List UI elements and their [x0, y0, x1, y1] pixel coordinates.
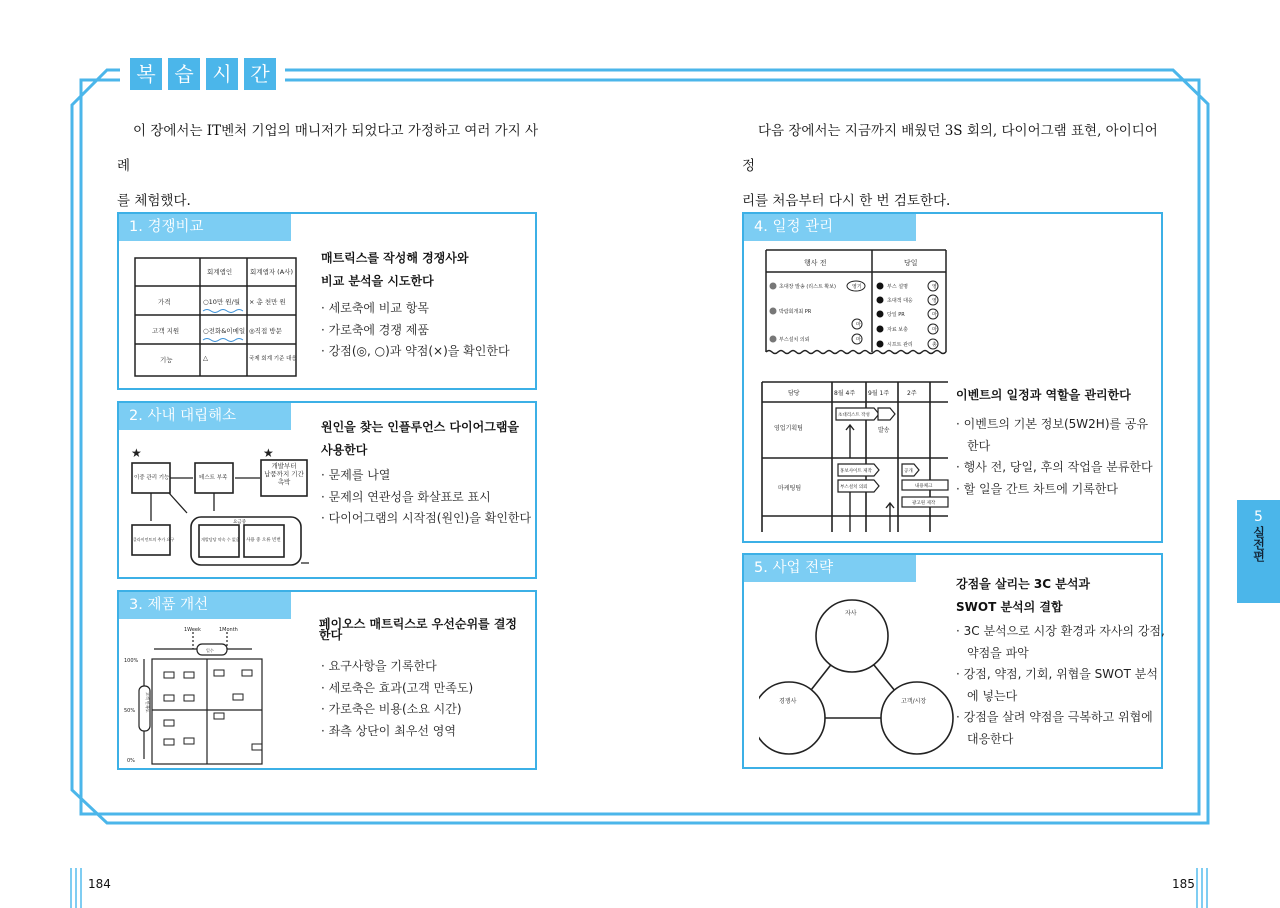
gantt-row: 마케팅팀 — [778, 485, 802, 492]
bullet: · 가로축은 비용(소요 시간) — [321, 702, 462, 716]
circle-label: 자사 — [845, 610, 857, 617]
intro-line: 리를 처음부터 다시 한 번 검토한다. — [742, 193, 951, 209]
axis-label: 고객 만족도 — [145, 692, 150, 713]
matrix-row: 가격 — [158, 298, 171, 306]
section-title: 5. 사업 전략 — [744, 555, 916, 582]
gantt-task: 초대리스트 작성 — [838, 413, 870, 418]
bullet: · 다이어그램의 시작점(원인)을 확인한다 — [321, 511, 532, 525]
section-business-strategy — [742, 553, 1163, 769]
axis-tick: 100% — [124, 658, 139, 664]
bullet: · 문제의 연관성을 화살표로 표시 — [321, 489, 491, 504]
section-title: 2. 사내 대립해소 — [119, 403, 291, 430]
intro-line: 다음 장에서는 지금까지 배웠던 3S 회의, 다이어그램 표현, 아이디어 정 — [742, 123, 1158, 174]
section-heading: 이벤트의 일정과 역할을 관리한다 — [956, 388, 1131, 402]
task-label: 부스 설명 — [887, 284, 908, 290]
note-label: 사용 중 오류 빈번 — [246, 538, 281, 543]
task-label: 시프트 관리 — [887, 342, 913, 348]
section-title: 4. 일정 관리 — [744, 214, 916, 241]
gantt-row: 영업기획팀 — [774, 425, 803, 432]
page-number-bars-icon — [70, 868, 82, 908]
role-tag: 영 — [932, 284, 937, 290]
page-number-left: 184 — [88, 877, 111, 891]
matrix-row: 고객 지원 — [152, 327, 180, 335]
gantt-chart-sketch — [760, 380, 950, 532]
matrix-cell: ○10만 원/월 — [203, 298, 241, 306]
heading-line: 한다 — [319, 628, 343, 642]
gantt-header: 2주 — [907, 390, 917, 397]
svg-text:★: ★ — [131, 446, 142, 460]
axis-tick: 1Week — [184, 627, 201, 633]
role-tag: 마 — [932, 312, 937, 318]
role-tag: 마 — [856, 322, 861, 328]
bullet: · 가로축에 경쟁 제품 — [321, 322, 429, 337]
section-heading — [319, 619, 517, 641]
heading-line: 매트릭스를 작성해 경쟁사와 — [321, 251, 469, 265]
axis-tick: 50% — [124, 708, 136, 714]
section-internal-conflict — [117, 401, 537, 579]
section-title: 1. 경쟁비교 — [119, 214, 291, 241]
chapter-label: 실전편 — [1251, 526, 1266, 562]
note-label: 이중 관리 기능 — [134, 475, 170, 481]
matrix-cell: △ — [203, 354, 208, 362]
chapter-side-tab[interactable] — [1237, 500, 1280, 603]
chapter-number: 5 — [1254, 509, 1263, 525]
intro-right — [742, 114, 1167, 219]
role-tag: 총 — [932, 342, 937, 348]
title-tile: 복 — [130, 58, 162, 90]
bullet: · 강점을 살려 약점을 극복하고 위협에 — [956, 710, 1153, 724]
bullet: · 문제를 나열 — [321, 468, 391, 482]
role-tag: 마 — [856, 337, 861, 343]
gantt-header: 담당 — [788, 390, 800, 397]
gantt-task: 내용체크 — [915, 484, 933, 489]
heading-line: 페이오스 매트릭스로 우선순위를 결정 — [319, 617, 518, 631]
title-tile: 습 — [168, 58, 200, 90]
gantt-task: 홍보사이트 제작 — [840, 469, 872, 474]
bullet: · 강점, 약점, 기회, 위협을 SWOT 분석 — [956, 667, 1158, 681]
col-header: 행사 전 — [804, 259, 827, 267]
intro-line: 이 장에서는 IT벤처 기업의 매니저가 되었다고 가정하고 여러 가지 사례 — [117, 123, 539, 174]
bullet: 에 넣는다 — [967, 688, 1018, 703]
gantt-task: 부스설치 의뢰 — [840, 485, 868, 490]
bullet: · 요구사항을 기록한다 — [321, 659, 437, 673]
bullet-list — [321, 298, 510, 363]
task-label: 초대객 대응 — [887, 298, 913, 304]
bullet: 한다 — [967, 438, 991, 453]
bullet: · 세로축은 효과(고객 만족도) — [321, 680, 474, 695]
section-heading — [321, 416, 519, 462]
section-competitive-comparison — [117, 212, 537, 390]
col-header: 당일 — [904, 259, 918, 267]
bullet: 약점을 파악 — [967, 645, 1029, 660]
note-label: 개발담당 약속 수 없음 — [201, 537, 240, 542]
bullet: · 3C 분석으로 시장 환경과 자사의 강점, — [956, 624, 1165, 638]
note-label: 테스트 부족 — [199, 475, 228, 481]
task-label: 박람회개최 PR — [779, 309, 812, 315]
heading-line: 원인을 찾는 인플루언스 다이어그램을 — [321, 420, 520, 434]
matrix-col: 회계앱자 (A사) — [250, 268, 293, 276]
task-label: 부스설치 의뢰 — [779, 337, 810, 343]
section-product-improvement — [117, 590, 537, 770]
matrix-row: 기능 — [160, 356, 173, 364]
title-tile: 시 — [206, 58, 238, 90]
bullet: · 할 일을 간트 차트에 기록한다 — [956, 481, 1118, 496]
role-tag: 마 — [932, 327, 937, 333]
task-label: 자료 보충 — [887, 327, 908, 333]
section-heading — [321, 247, 468, 293]
svg-text:★: ★ — [263, 446, 274, 460]
task-label: 당일 PR — [887, 312, 905, 318]
section-schedule-management — [742, 212, 1163, 543]
event-task-table-sketch — [764, 248, 949, 358]
bullet: · 세로축에 비교 항목 — [321, 301, 429, 315]
gantt-task: 광고원 제작 — [912, 501, 936, 506]
note-label: 클라이언트의 추가 요구 — [133, 537, 175, 542]
bullet-list — [956, 621, 1165, 750]
page-number-right: 185 — [1172, 877, 1195, 891]
heading-line: 강점을 살리는 3C 분석과 — [956, 577, 1091, 591]
gantt-header: 8월 4주 — [834, 390, 856, 397]
heading-line: SWOT 분석의 결합 — [956, 600, 1063, 614]
bullet: · 행사 전, 당일, 후의 작업을 분류한다 — [956, 460, 1153, 474]
3c-diagram-sketch — [759, 593, 959, 763]
matrix-cell: ◎직접 방문 — [249, 327, 282, 335]
bullet-list — [321, 656, 473, 742]
matrix-cell: 국제 회계 기준 대응 — [249, 356, 297, 362]
heading-line: 비교 분석을 시도한다 — [321, 274, 434, 288]
circle-label: 경쟁사 — [779, 698, 797, 705]
bullet: 대응한다 — [967, 731, 1014, 746]
section-title: 3. 제품 개선 — [119, 592, 291, 619]
bullet: · 강점(◎, ○)과 약점(×)을 확인한다 — [321, 344, 510, 358]
matrix-cell: ○전화&이메일 — [203, 327, 246, 335]
circle-label: 고객/시장 — [901, 698, 927, 705]
role-tag: 영 — [932, 298, 937, 304]
group-label: 요금중 — [233, 520, 247, 525]
task-label: 초대장 발송 (리스트 확보) — [779, 284, 836, 290]
heading-line: 사용한다 — [321, 443, 368, 457]
matrix-cell: × 총 천만 원 — [249, 298, 286, 306]
bullet-list — [956, 414, 1153, 500]
note-label: 개발부터 납품까지 기간 촉박 — [264, 462, 304, 486]
gantt-task: 공개 — [904, 469, 913, 474]
bullet: · 좌측 상단이 최우선 영역 — [321, 723, 456, 738]
title-tile: 간 — [244, 58, 276, 90]
role-tag: 영기 — [852, 284, 862, 290]
page-number-bars-icon — [1196, 868, 1208, 908]
bullet: · 이벤트의 기본 정보(5W2H)를 공유 — [956, 417, 1149, 431]
section-heading — [956, 573, 1090, 619]
gantt-task: 발송 — [878, 427, 890, 434]
payoff-matrix-sketch — [124, 624, 274, 766]
comparison-matrix-sketch — [134, 257, 304, 382]
bullet-list — [321, 465, 531, 530]
axis-tick: 1Month — [219, 627, 238, 633]
intro-line: 를 체험했다. — [117, 193, 191, 209]
axis-tick: 0% — [127, 758, 135, 764]
intro-left — [117, 114, 542, 219]
gantt-header: 9월 1주 — [868, 390, 890, 397]
matrix-col: 회계앱인 — [207, 268, 233, 276]
axis-label: 일수 — [206, 648, 214, 653]
